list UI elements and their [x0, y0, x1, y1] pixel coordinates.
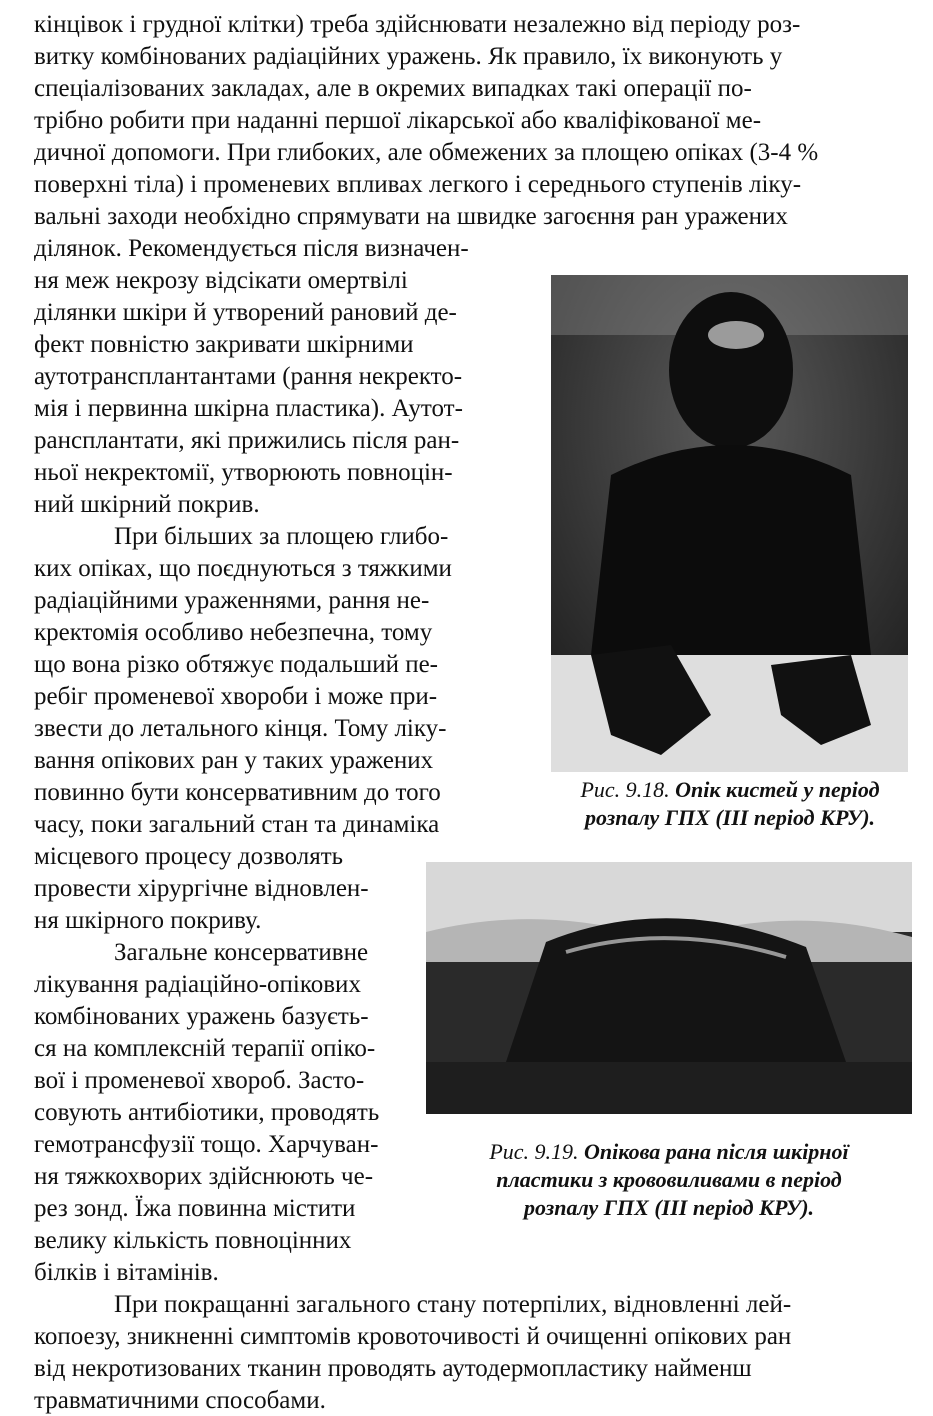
- body-line: спеціалізованих закладах, але в окремих випадках такі операції по-: [34, 75, 752, 102]
- body-line: ня шкірного покриву.: [34, 907, 262, 934]
- body-line: ділянки шкіри й утворений рановий де-: [34, 299, 457, 326]
- body-line: ких опіках, що поєднуються з тяжкими: [34, 555, 452, 582]
- body-line: вої і променевої хвороб. Засто-: [34, 1067, 365, 1094]
- body-line: рез зонд. Їжа повинна містити: [34, 1195, 356, 1222]
- body-line: ньої некректомії, утворюють повноцін-: [34, 459, 453, 486]
- body-line: При покращанні загального стану потерпілих, відновленні лей-: [114, 1291, 792, 1318]
- body-line: При більших за площею глибо-: [114, 523, 449, 550]
- figure-9-19-illustration: [426, 862, 912, 1114]
- figure-title: розпалу ГПХ (III період КРУ).: [523, 1195, 815, 1220]
- body-line: лікування радіаційно-опікових: [34, 971, 361, 998]
- body-line: часу, поки загальний стан та динаміка: [34, 811, 440, 838]
- body-line: ня меж некрозу відсікати омертвілі: [34, 267, 408, 294]
- figure-title: розпалу ГПХ (III період КРУ).: [584, 805, 876, 830]
- body-line: травматичними способами.: [34, 1387, 326, 1414]
- body-line: витку комбінованих радіаційних уражень. Як правило, їх виконують у: [34, 43, 783, 70]
- body-line: поверхні тіла) і променевих впливах легкого і середнього ступенів ліку-: [34, 171, 802, 198]
- body-line: звести до летального кінця. Тому ліку-: [34, 715, 447, 742]
- figure-9-18-illustration: [551, 275, 908, 772]
- figure-9-18-caption: [540, 776, 920, 832]
- body-line: Загальне консервативне: [114, 939, 369, 966]
- body-line: рансплантати, які прижились після ран-: [34, 427, 460, 454]
- figure-9-19-caption: [424, 1138, 914, 1222]
- figure-label: Рис. 9.19.: [489, 1139, 579, 1164]
- figure-title: пластики з крововиливами в період: [496, 1167, 842, 1192]
- body-line: копоезу, зникненні симптомів кровоточивості й очищенні опікових ран: [34, 1323, 792, 1350]
- body-line: дичної допомоги. При глибоких, але обмежених за площею опіках (3-4 %: [34, 139, 819, 166]
- body-line: місцевого процесу дозволять: [34, 843, 344, 870]
- body-line: велику кількість повноцінних: [34, 1227, 352, 1254]
- body-line: гемотрансфузії тощо. Харчуван-: [34, 1131, 379, 1158]
- body-line: ня тяжкохворих здійснюють че-: [34, 1163, 374, 1190]
- body-line: вання опікових ран у таких уражених: [34, 747, 434, 774]
- figure-9-19-photo: [426, 862, 912, 1114]
- body-line: від некротизованих тканин проводять аутодермопластику найменш: [34, 1355, 752, 1382]
- body-line: ділянок. Рекомендується після визначен-: [34, 235, 469, 262]
- body-line: трібно робити при наданні першої лікарської або кваліфікованої ме-: [34, 107, 762, 134]
- body-line: повинно бути консервативним до того: [34, 779, 441, 806]
- body-line: ся на комплексній терапії опіко-: [34, 1035, 376, 1062]
- body-line: мія і первинна шкірна пластика). Аутот-: [34, 395, 463, 422]
- body-line: білків і вітамінів.: [34, 1259, 219, 1286]
- body-line: аутотрансплантантами (рання некректо-: [34, 363, 463, 390]
- body-line: кінцівок і грудної клітки) треба здійснювати незалежно від періоду роз-: [34, 11, 801, 38]
- body-line: вальні заходи необхідно спрямувати на швидке загоєння ран уражених: [34, 203, 788, 230]
- figure-title: Опікова рана після шкірної: [584, 1139, 849, 1164]
- body-line: що вона різко обтяжує подальший пе-: [34, 651, 439, 678]
- body-line: радіаційними ураженнями, рання не-: [34, 587, 430, 614]
- figure-title: Опік кистей у період: [675, 777, 880, 802]
- body-line: кректомія особливо небезпечна, тому: [34, 619, 433, 646]
- body-line: ребіг променевої хвороби і може при-: [34, 683, 438, 710]
- body-line: фект повністю закривати шкірними: [34, 331, 414, 358]
- figure-label: Рис. 9.18.: [580, 777, 670, 802]
- figure-9-18-photo: [551, 275, 908, 772]
- body-line: совують антибіотики, проводять: [34, 1099, 380, 1126]
- body-line: ний шкірний покрив.: [34, 491, 260, 518]
- body-line: провести хірургічне відновлен-: [34, 875, 369, 902]
- body-line: комбінованих уражень базуєть-: [34, 1003, 369, 1030]
